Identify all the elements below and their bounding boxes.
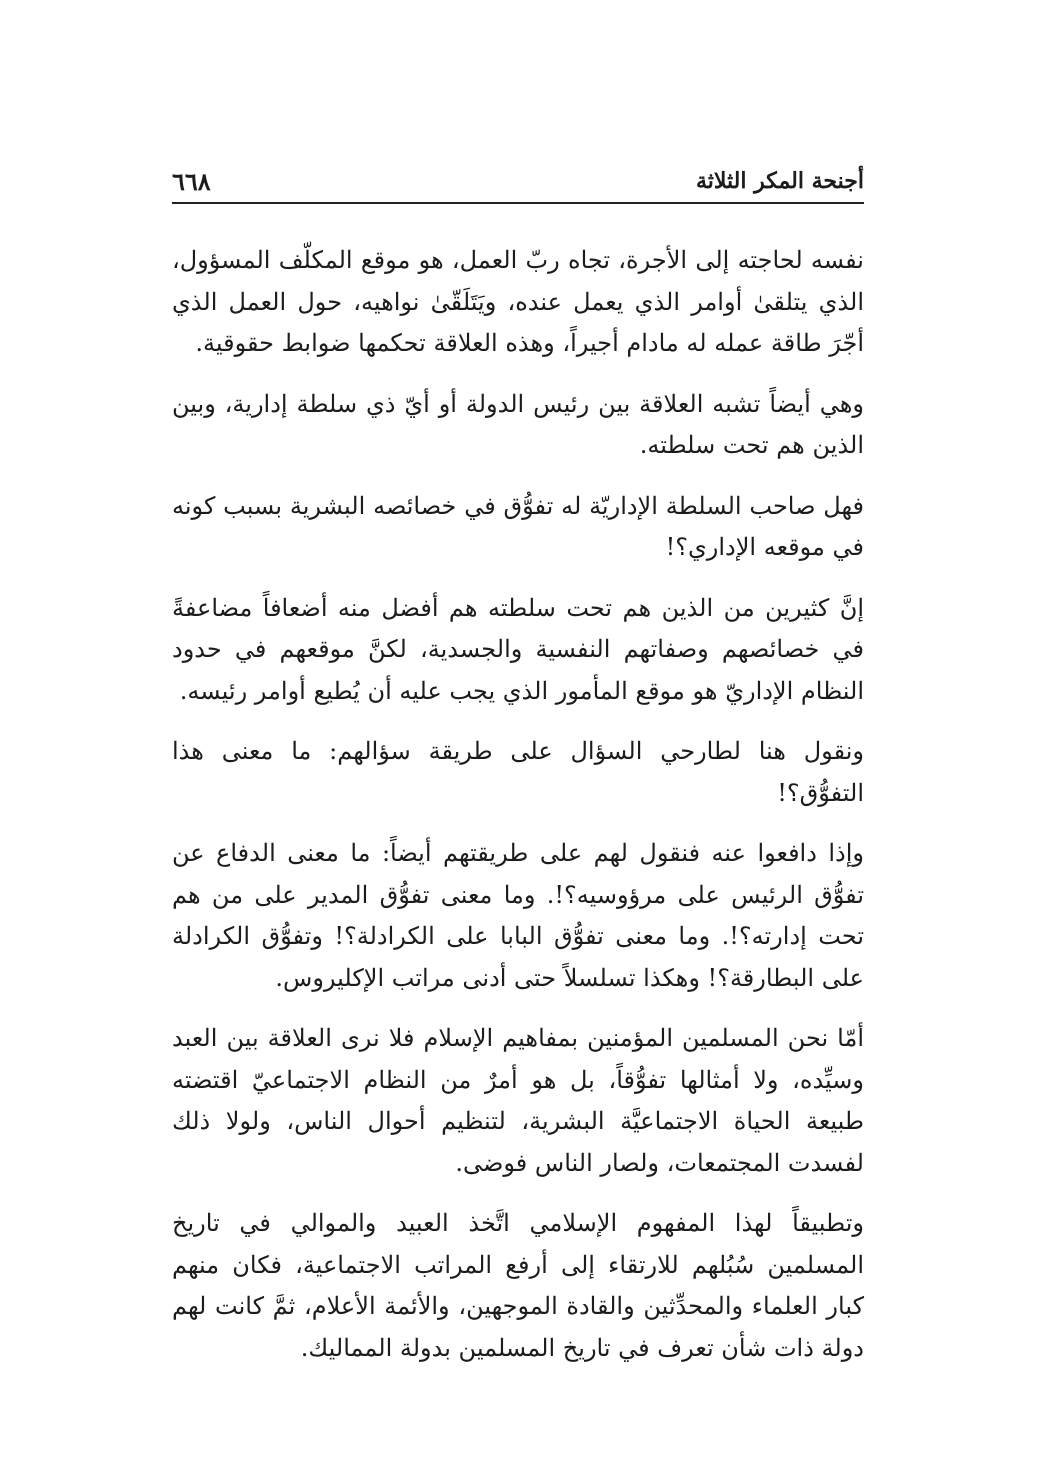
paragraph: نفسه لحاجته إلى الأجرة، تجاه ربّ العمل، هو موقع المكلّف المسؤول، الذي يتلقىٰ أوامر الذي يعمل عنده، ويَتَلَقّىٰ نواهيه، حول العمل الذي أجّرَ طاقة عمله له مادام أجيراً، وهذه العلاقة تحكمها ضوابط حقوقية.: [172, 246, 864, 357]
paragraph: وإذا دافعوا عنه فنقول لهم على طريقتهم أيضاً: ما معنى الدفاع عن تفوُّق الرئيس على مرؤوسيه؟!. وما معنى تفوُّق المدير على من هم تحت إدارته؟!. وما معنى تفوُّق البابا على الكرادلة؟! وتفوُّق الكرادلة على البطارقة؟! وهكذا تسلسلاً حتى أدنى مراتب الإكليروس.: [172, 839, 864, 992]
paragraph: فهل صاحب السلطة الإداريّة له تفوُّق في خصائصه البشرية بسبب كونه في موقعه الإداري؟!: [172, 491, 864, 561]
running-title: أجنحة المكر الثلاثة: [696, 168, 864, 194]
header-rule: [172, 202, 864, 204]
paragraph: وهي أيضاً تشبه العلاقة بين رئيس الدولة أو أيّ ذي سلطة إدارية، وبين الذين هم تحت سلطته.: [172, 389, 864, 459]
body-text: [172, 240, 864, 1388]
page-header: [172, 160, 864, 206]
paragraph: إنَّ كثيرين من الذين هم تحت سلطته هم أفضل منه أضعافاً مضاعفةً في خصائصهم وصفاتهم النفسية والجسدية، لكنَّ موقعهم في حدود النظام الإداريّ هو موقع المأمور الذي يجب عليه أن يُطيع أوامر رئيسه.: [172, 593, 864, 705]
page-number: ٦٦٨: [172, 167, 211, 196]
paragraph: وتطبيقاً لهذا المفهوم الإسلامي اتَّخذ العبيد والموالي في تاريخ المسلمين سُبُلهم للارتقاء إلى أرفع المراتب الاجتماعية، فكان منهم كبار العلماء والمحدِّثين والقادة الموجهين، والأئمة الأعلام، ثمَّ كانت لهم دولة ذات شأن تعرف في تاريخ المسلمين بدولة المماليك.: [172, 1209, 864, 1362]
paragraph: ونقول هنا لطارحي السؤال على طريقة سؤالهم: ما معنى هذا التفوُّق؟!: [172, 737, 864, 807]
paragraph: أمّا نحن المسلمين المؤمنين بمفاهيم الإسلام فلا نرى العلاقة بين العبد وسيِّده، ولا أمثالها تفوُّقاً، بل هو أمرٌ من النظام الاجتماعيّ اقتضته طبيعة الحياة الاجتماعيَّة البشرية، لتنظيم أحوال الناس، ولولا ذلك لفسدت المجتمعات، ولصار الناس فوضى.: [172, 1024, 864, 1177]
